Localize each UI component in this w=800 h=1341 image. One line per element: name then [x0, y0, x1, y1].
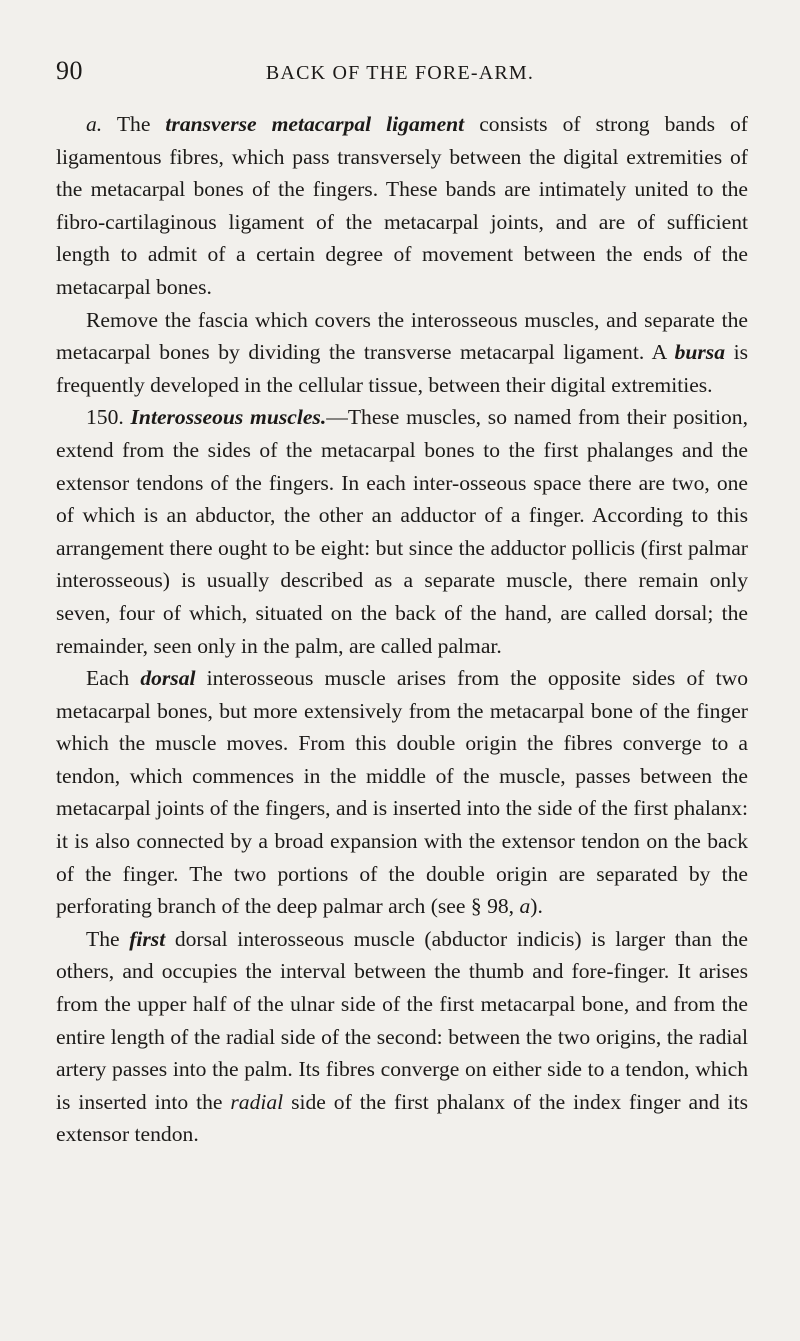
- paragraph-remove-fascia: Remove the fascia which covers the interosseous muscles, and separate the metacarpal bones by dividing the transverse metacarpal ligament. A bursa is frequently developed in the cellular tissue, between their digital extremities.: [56, 307, 748, 397]
- reference-letter: a: [519, 894, 531, 919]
- term-radial: radial: [230, 1089, 284, 1114]
- section-number: 150.: [86, 405, 124, 430]
- term-dorsal: dorsal: [140, 666, 196, 691]
- page-header: [0, 56, 800, 96]
- running-head: BACK OF THE FORE-ARM.: [265, 62, 535, 84]
- body-text: [56, 108, 748, 1151]
- term-bursa: bursa: [674, 340, 726, 365]
- page-number: 90: [56, 56, 83, 85]
- paragraph-transverse-ligament: a. The transverse metacarpal ligament consists of strong bands of ligamentous fibres, which pass transversely between the digital extremities of the metacarpal bones of the fingers. These bands are intimately united to the fibro-cartilaginous ligament of the metacarpal joints, and are of sufficient length to admit of a certain degree of movement between the ends of the metacarpal bones.: [56, 112, 748, 299]
- paragraph-first-dorsal: The first dorsal interosseous muscle (abductor indicis) is larger than the others, and occupies the interval between the thumb and fore-finger. It arises from the upper half of the ulnar side of the first metacarpal bone, and from the entire length of the radial side of the second: between the two origins, the radial artery passes into the palm. Its fibres converge on either side to a tendon, which is inserted into the radial side of the first phalanx of the index finger and its extensor tendon.: [56, 926, 748, 1147]
- item-letter: a.: [86, 112, 103, 136]
- paragraph-dorsal-interosseous: Each dorsal interosseous muscle arises from the opposite sides of two metacarpal bones, but more extensively from the metacarpal bone of the finger which the muscle moves. From this double origin the fibres converge to a tendon, which commences in the middle of the muscle, passes between the metacarpal joints of the fingers, and is inserted into the side of the first phalanx: it is also connected by a broad expansion with the extensor tendon on the back of the finger. The two portions of the double origin are separated by the perforating branch of the deep palmar arch (see § 98, a).: [56, 666, 748, 919]
- term-interosseous-muscles: Interosseous muscles.: [130, 405, 327, 430]
- term-transverse-metacarpal-ligament: transverse metacarpal ligament: [165, 112, 465, 136]
- paragraph-interosseous-muscles: 150. Interosseous muscles.—These muscles, so named from their position, extend from the sides of the metacarpal bones to the first phalanges and the extensor tendons of the fingers. In each inter-osseous space there are two, one of which is an abductor, the other an adductor of a finger. According to this arrangement there ought to be eight: but since the adductor pollicis (first palmar interosseous) is usually described as a separate muscle, there remain only seven, four of which, situated on the back of the hand, are called dorsal; the remainder, seen only in the palm, are called palmar.: [56, 405, 748, 658]
- term-first: first: [129, 926, 166, 951]
